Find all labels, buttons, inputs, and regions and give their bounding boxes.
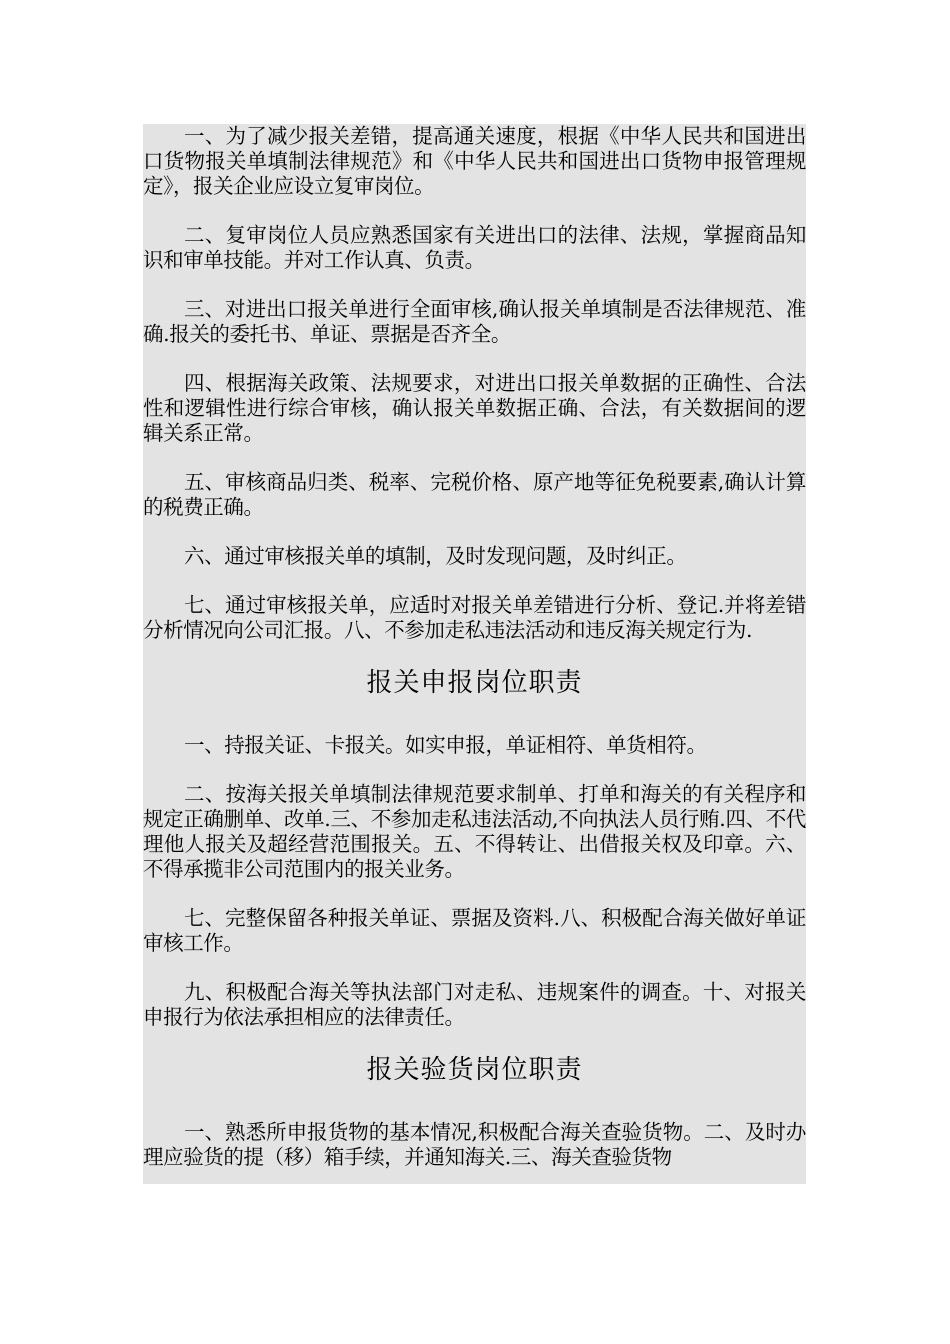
- review-paragraph-1: 一、为了减少报关差错，提高通关速度，根据《中华人民共和国进出口货物报关单填制法律规范》和《中华人民共和国进出口货物申报管理规定》，报关企业应设立复审岗位。: [143, 124, 806, 198]
- document-page: [143, 124, 806, 1184]
- review-paragraph-6: 六、通过审核报关单的填制，及时发现问题，及时纠正。: [184, 544, 687, 568]
- declaration-section-title: 报关申报岗位职责: [366, 668, 583, 698]
- declaration-paragraph-2: 二、按海关报关单填制法律规范要求制单、打单和海关的有关程序和规定正确删单、改单.三、不参加走私违法活动,不向执法人员行贿.四、不代理他人报关及超经营范围报关。五、不得转让、出借报关权及印章。六、不得承揽非公司范围内的报关业务。: [143, 782, 806, 881]
- review-paragraph-2: 二、复审岗位人员应熟悉国家有关进出口的法律、法规，掌握商品知识和审单技能。并对工作认真、负责。: [143, 223, 806, 272]
- review-paragraph-5: 五、审核商品归类、税率、完税价格、原产地等征免税要素,确认计算的税费正确。: [143, 470, 806, 519]
- review-paragraph-7: 七、通过审核报关单，应适时对报关单差错进行分析、登记.并将差错分析情况向公司汇报。八、不参加走私违法活动和违反海关规定行为.: [143, 593, 806, 642]
- inspection-section-title: 报关验货岗位职责: [366, 1055, 583, 1085]
- inspection-paragraph-1: 一、熟悉所申报货物的基本情况,积极配合海关查验货物。二、及时办理应验货的提（移）箱手续，并通知海关.三、海关查验货物: [143, 1120, 806, 1169]
- declaration-paragraph-1: 一、持报关证、卡报关。如实申报，单证相符、单货相符。: [184, 733, 707, 757]
- review-paragraph-4: 四、根据海关政策、法规要求，对进出口报关单数据的正确性、合法性和逻辑性进行综合审核，确认报关单数据正确、合法，有关数据间的逻辑关系正常。: [143, 371, 806, 445]
- declaration-paragraph-3: 七、完整保留各种报关单证、票据及资料.八、积极配合海关做好单证审核工作。: [143, 906, 806, 955]
- declaration-paragraph-4: 九、积极配合海关等执法部门对走私、违规案件的调查。十、对报关申报行为依法承担相应的法律责任。: [143, 980, 806, 1029]
- review-paragraph-3: 三、对进出口报关单进行全面审核,确认报关单填制是否法律规范、准确.报关的委托书、单证、票据是否齐全。: [143, 297, 806, 346]
